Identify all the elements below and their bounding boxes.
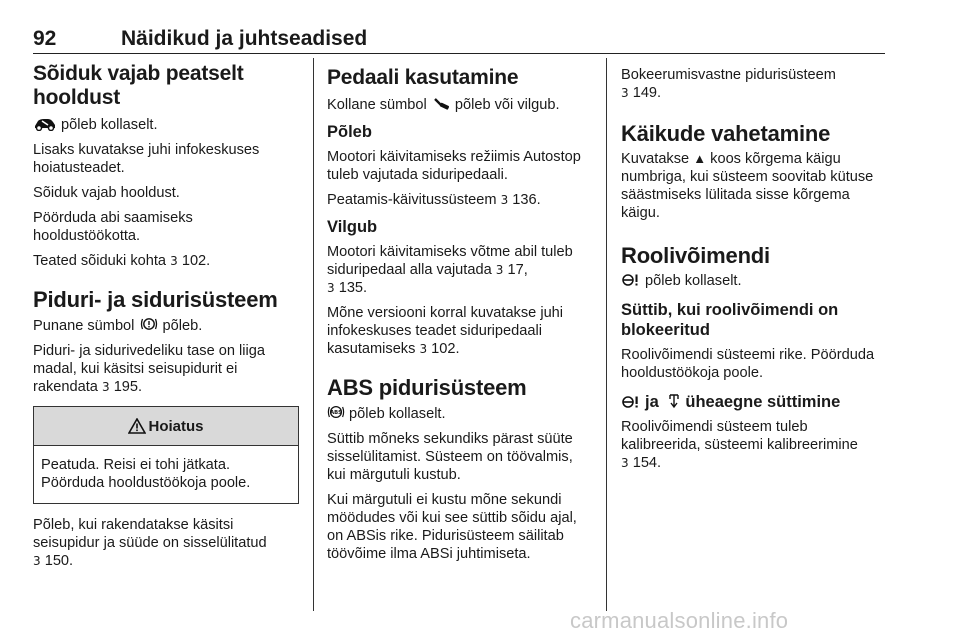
page-reference[interactable]: 102.	[431, 341, 460, 357]
paragraph: Peatamis-käivitussüsteem 3 136.	[327, 192, 541, 208]
paragraph: Teated sõiduki kohta 3 102.	[33, 253, 211, 269]
steering-calibration-icon	[667, 393, 681, 409]
page-reference[interactable]: 135.	[338, 280, 368, 296]
paragraph: Punane sümbol põleb.	[33, 318, 203, 334]
section-title-abs: ABS pidurisüsteem	[327, 375, 527, 400]
warning-body	[34, 446, 298, 503]
page-reference[interactable]: 154.	[632, 455, 662, 471]
reference-arrow-icon[interactable]: 3	[327, 281, 335, 295]
paragraph: Lisaks kuvatakse juhi infokeskuses hoiatusteadet.	[33, 142, 260, 176]
column-divider	[606, 58, 607, 611]
paragraph: ABS põleb kollaselt.	[327, 404, 589, 423]
brake-warning-icon	[140, 316, 158, 332]
column-divider	[313, 58, 314, 611]
paragraph: Põleb, kui rakendatakse käsitsi seisupidur ja süüde on sisselülitatud 3 150.	[33, 517, 267, 569]
subheading-flashing: Vilgub	[327, 218, 378, 236]
section-title-gearshift: Käikude vahetamine	[621, 121, 831, 146]
warning-text: Peatuda. Reisi ei tohi jätkata. Pöörduda hooldustöökoja poole.	[41, 457, 251, 491]
warning-box	[33, 406, 299, 504]
reference-arrow-icon[interactable]: 3	[419, 342, 428, 356]
svg-text:ABS: ABS	[330, 410, 342, 417]
paragraph: Roolivõimendi süsteemi rike. Pöörduda hooldustöökoja poole.	[621, 347, 875, 381]
paragraph: Roolivõimendi süsteem tuleb kalibreerida, süsteemi kalibreerimine 3 154.	[621, 419, 858, 471]
paragraph: Mootori käivitamiseks võtme abil tuleb siduripedaal alla vajutada 3 17, 3 135.	[327, 244, 573, 296]
paragraph: Süttib mõneks sekundiks pärast süüte sisselülitamist. Süsteem on töövalmis, kui märgutuli kustub.	[327, 431, 573, 483]
paragraph: Kuvatakse ▲ koos kõrgema käigu numbriga, kui süsteem soovitab kütuse säästmiseks lülitada sisse kõrgema käigu.	[621, 151, 874, 221]
page-reference[interactable]: 102.	[181, 253, 211, 269]
reference-arrow-icon[interactable]: 3	[170, 254, 178, 268]
page-reference[interactable]: 149.	[632, 85, 662, 101]
column-1	[33, 62, 299, 577]
steering-warning-icon	[621, 395, 641, 409]
section-title-brake: Piduri- ja sidurisüsteem	[33, 287, 278, 312]
paragraph: Mõne versiooni korral kuvatakse juhi infokeskuses teadet siduripedaali kasutamiseks 3 102.	[327, 305, 564, 357]
paragraph: põleb kollaselt.	[621, 272, 889, 290]
page-number: 92	[33, 27, 57, 50]
paragraph: Bokeerumisvastne pidurisüsteem 3 149.	[621, 67, 836, 101]
reference-arrow-icon[interactable]: 3	[101, 380, 110, 394]
reference-arrow-icon[interactable]: 3	[33, 554, 41, 568]
page-reference[interactable]: 195.	[113, 379, 143, 395]
column-2	[327, 62, 589, 570]
column-3	[621, 62, 889, 479]
warning-header	[34, 407, 298, 446]
paragraph: Piduri- ja sidurivedeliku tase on liiga madal, kui käsitsi seisupidurit ei rakendata 3 195.	[33, 343, 265, 395]
abs-icon	[327, 404, 345, 420]
paragraph: Mootori käivitamiseks režiimis Autostop tuleb vajutada siduripedaali.	[327, 149, 581, 183]
reference-arrow-icon[interactable]: 3	[621, 86, 629, 100]
subheading-steering-blocked: Süttib, kui roolivõimendi on blokeeritud	[621, 301, 839, 339]
reference-arrow-icon[interactable]: 3	[495, 263, 504, 277]
shift-up-icon: ▲	[693, 151, 707, 166]
clutch-pedal-icon	[433, 97, 451, 111]
watermark: carmanualsonline.info	[570, 608, 789, 633]
paragraph: Kui märgutuli ei kustu mõne sekundi möödudes või kui see süttib sõidu ajal, on ABSis rike. Pidurisüsteem säilitab töövõime ilma ABSi juhtimiseta.	[327, 492, 577, 562]
paragraph: Pöörduda abi saamiseks hooldustöökotta.	[33, 210, 193, 244]
section-title-pedal: Pedaali kasutamine	[327, 66, 519, 89]
reference-arrow-icon[interactable]: 3	[621, 456, 629, 470]
section-title-steering: Roolivõimendi	[621, 243, 770, 268]
section-title-service: Sõiduk vajab peatselt hooldust	[33, 62, 244, 109]
paragraph: põleb kollaselt.	[33, 116, 299, 134]
car-service-icon	[33, 117, 57, 131]
page-reference[interactable]: 17,	[507, 262, 528, 278]
steering-warning-icon	[621, 273, 641, 287]
paragraph: Kollane sümbol põleb või vilgub.	[327, 97, 560, 113]
page-reference[interactable]: 150.	[44, 553, 74, 569]
reference-arrow-icon[interactable]: 3	[500, 193, 509, 207]
chapter-title: Näidikud ja juhtseadised	[121, 27, 368, 50]
page-header	[33, 27, 885, 54]
page-reference[interactable]: 136.	[512, 192, 541, 208]
warning-triangle-icon	[128, 418, 146, 434]
subheading-simultaneous: ja üheaegne süttimine	[621, 392, 889, 412]
subheading-lit: Põleb	[327, 123, 372, 141]
warning-title: Hoiatus	[148, 417, 204, 435]
paragraph: Sõiduk vajab hooldust.	[33, 185, 180, 201]
